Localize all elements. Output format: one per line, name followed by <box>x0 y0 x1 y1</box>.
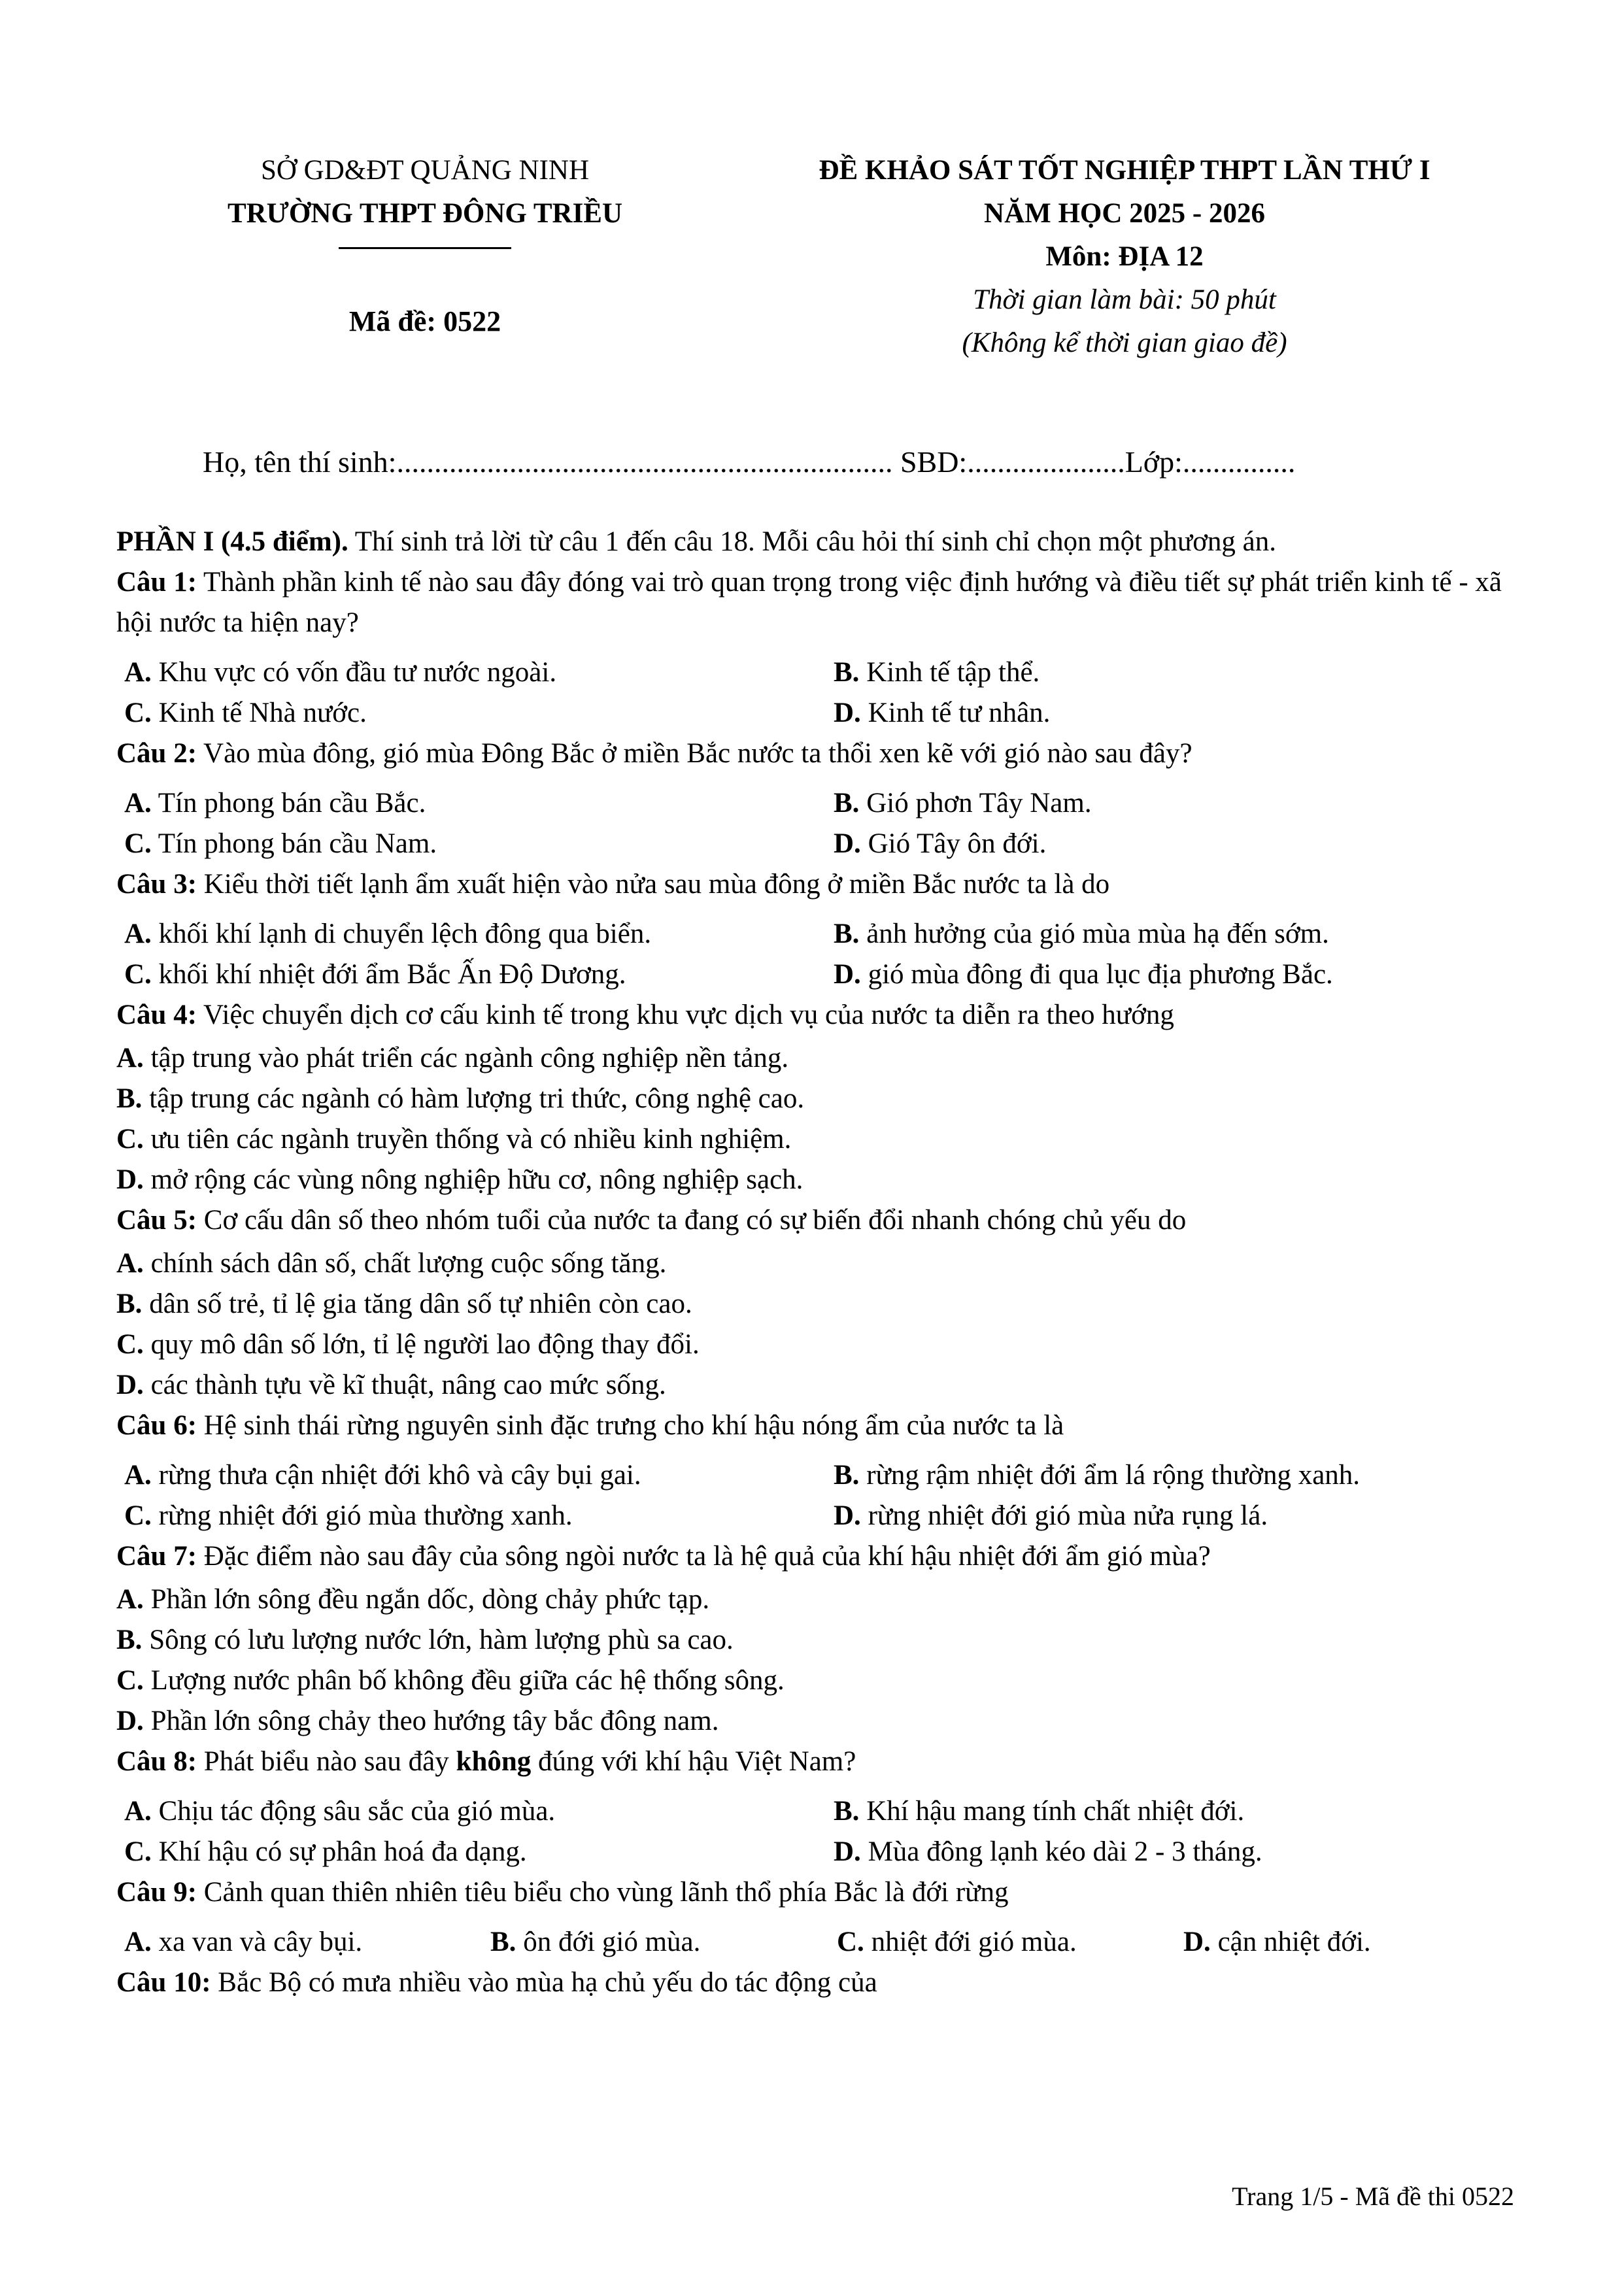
duration: Thời gian làm bài: 50 phút <box>973 284 1276 315</box>
option-b: B. Sông có lưu lượng nước lớn, hàm lượng phù sa cao. <box>116 1625 734 1655</box>
question-label: Câu 7: <box>116 1541 197 1572</box>
option-c: C. ưu tiên các ngành truyền thống và có nhiều kinh nghiệm. <box>116 1124 792 1155</box>
school-year: NĂM HỌC 2025 - 2026 <box>984 198 1265 229</box>
question-1 <box>116 562 1522 734</box>
option-b: B. tập trung các ngành có hàm lượng tri thức, công nghệ cao. <box>116 1083 805 1114</box>
question-text: Việc chuyển dịch cơ cấu kinh tế trong khu vực dịch vụ của nước ta diễn ra theo hướng <box>197 1000 1174 1030</box>
question-label: Câu 8: <box>116 1746 197 1777</box>
option-c: C. Tín phong bán cầu Nam. <box>124 828 437 859</box>
option-d: D. Kinh tế tư nhân. <box>834 698 1051 728</box>
option-c: C. Lượng nước phân bố không đều giữa các hệ thống sông. <box>116 1665 785 1696</box>
question-label: Câu 3: <box>116 869 197 900</box>
question-emphasis: không <box>456 1746 532 1777</box>
question-3 <box>116 864 1522 995</box>
subject: Môn: ĐỊA 12 <box>1045 241 1204 272</box>
question-text: Thành phần kinh tế nào sau đây đóng vai trò quan trọng trong việc định hướng và điều tiết sự phát triển kinh tế - xã hội nước ta hiện nay? <box>116 567 1502 638</box>
exam-code: Mã đề: 0522 <box>348 305 501 337</box>
header-right <box>693 149 1556 365</box>
question-text: Bắc Bộ có mưa nhiều vào mùa hạ chủ yếu do tác động của <box>211 1967 877 1998</box>
exam-title: ĐỀ KHẢO SÁT TỐT NGHIỆP THPT LẦN THỨ I <box>819 155 1430 186</box>
option-b: B. Kinh tế tập thể. <box>834 657 1040 688</box>
student-info-line: Họ, tên thí sinh:.................................................................. SBD:.....................Lớp:............... <box>203 445 1296 479</box>
option-b: B. Gió phơn Tây Nam. <box>834 788 1092 818</box>
option-a: A. tập trung vào phát triển các ngành công nghiệp nền tảng. <box>116 1043 789 1073</box>
question-text: Vào mùa đông, gió mùa Đông Bắc ở miền Bắc nước ta thổi xen kẽ với gió nào sau đây? <box>197 738 1193 769</box>
question-text: Hệ sinh thái rừng nguyên sinh đặc trưng cho khí hậu nóng ẩm của nước ta là <box>197 1410 1064 1441</box>
question-2 <box>116 734 1522 864</box>
header-left <box>78 149 771 343</box>
question-5 <box>116 1200 1522 1406</box>
question-label: Câu 2: <box>116 738 197 769</box>
option-b: B. dân số trẻ, tỉ lệ gia tăng dân số tự nhiên còn cao. <box>116 1289 692 1319</box>
option-d: D. Phần lớn sông chảy theo hướng tây bắc đông nam. <box>116 1706 719 1736</box>
question-text-end: đúng với khí hậu Việt Nam? <box>531 1746 856 1777</box>
question-text: Cơ cấu dân số theo nhóm tuổi của nước ta đang có sự biến đổi nhanh chóng chủ yếu do <box>197 1205 1187 1236</box>
question-text: Đặc điểm nào sau đây của sông ngòi nước ta là hệ quả của khí hậu nhiệt đới ẩm gió mùa? <box>197 1541 1211 1572</box>
page-footer: Trang 1/5 - Mã đề thi 0522 <box>1232 2182 1514 2211</box>
question-8 <box>116 1742 1522 1872</box>
option-b: B. rừng rậm nhiệt đới ẩm lá rộng thường xanh. <box>834 1460 1361 1491</box>
question-7 <box>116 1536 1522 1742</box>
option-d: D. cận nhiệt đới. <box>1183 1927 1371 1957</box>
question-label: Câu 4: <box>116 1000 197 1030</box>
question-6 <box>116 1406 1522 1536</box>
school-name: TRƯỜNG THPT ĐÔNG TRIỀU <box>227 198 623 229</box>
option-c: C. Kinh tế Nhà nước. <box>124 698 367 728</box>
section-heading <box>116 522 1522 562</box>
option-c: C. rừng nhiệt đới gió mùa thường xanh. <box>124 1500 573 1531</box>
option-c: C. nhiệt đới gió mùa. <box>837 1927 1077 1957</box>
option-d: D. mở rộng các vùng nông nghiệp hữu cơ, nông nghiệp sạch. <box>116 1164 804 1195</box>
question-text: Kiểu thời tiết lạnh ẩm xuất hiện vào nửa sau mùa đông ở miền Bắc nước ta là do <box>197 869 1110 900</box>
option-a: A. khối khí lạnh di chuyển lệch đông qua biển. <box>124 919 652 949</box>
question-4 <box>116 995 1522 1200</box>
header-divider <box>339 247 511 249</box>
option-a: A. Phần lớn sông đều ngắn dốc, dòng chảy phức tạp. <box>116 1584 710 1615</box>
question-9 <box>116 1872 1522 1963</box>
question-10 <box>116 1963 1522 2003</box>
option-b: B. ôn đới gió mùa. <box>490 1927 701 1957</box>
option-d: D. gió mùa đông đi qua lục địa phương Bắc. <box>834 959 1333 990</box>
department-name: SỞ GD&ĐT QUẢNG NINH <box>260 155 590 186</box>
question-label: Câu 9: <box>116 1877 197 1908</box>
question-label: Câu 10: <box>116 1967 211 1998</box>
question-text: Cảnh quan thiên nhiên tiêu biểu cho vùng lãnh thổ phía Bắc là đới rừng <box>197 1877 1009 1908</box>
question-label: Câu 5: <box>116 1205 197 1236</box>
exam-body <box>116 522 1522 2003</box>
option-d: D. các thành tựu về kĩ thuật, nâng cao mức sống. <box>116 1370 666 1400</box>
option-c: C. Khí hậu có sự phân hoá đa dạng. <box>124 1836 527 1867</box>
option-a: A. Khu vực có vốn đầu tư nước ngoài. <box>124 657 557 688</box>
option-a: A. rừng thưa cận nhiệt đới khô và cây bụi gai. <box>124 1460 641 1491</box>
option-a: A. chính sách dân số, chất lượng cuộc sống tăng. <box>116 1248 667 1279</box>
option-d: D. Gió Tây ôn đới. <box>834 828 1047 859</box>
option-c: C. khối khí nhiệt đới ẩm Bắc Ấn Độ Dương. <box>124 959 626 990</box>
option-b: B. Khí hậu mang tính chất nhiệt đới. <box>834 1796 1245 1827</box>
question-label: Câu 1: <box>116 567 197 598</box>
option-d: D. rừng nhiệt đới gió mùa nửa rụng lá. <box>834 1500 1268 1531</box>
option-a: A. xa van và cây bụi. <box>124 1927 363 1957</box>
question-label: Câu 6: <box>116 1410 197 1441</box>
section-instruction: Thí sinh trả lời từ câu 1 đến câu 18. Mỗi câu hỏi thí sinh chỉ chọn một phương án. <box>348 526 1277 557</box>
duration-note: (Không kể thời gian giao đề) <box>962 328 1287 358</box>
option-d: D. Mùa đông lạnh kéo dài 2 - 3 tháng. <box>834 1836 1262 1867</box>
option-b: B. ảnh hưởng của gió mùa mùa hạ đến sớm. <box>834 919 1329 949</box>
option-c: C. quy mô dân số lớn, tỉ lệ người lao động thay đổi. <box>116 1329 700 1360</box>
section-title: PHẦN I (4.5 điểm). <box>116 526 348 557</box>
option-a: A. Chịu tác động sâu sắc của gió mùa. <box>124 1796 556 1827</box>
option-a: A. Tín phong bán cầu Bắc. <box>124 788 426 818</box>
question-text: Phát biểu nào sau đây <box>197 1746 456 1777</box>
